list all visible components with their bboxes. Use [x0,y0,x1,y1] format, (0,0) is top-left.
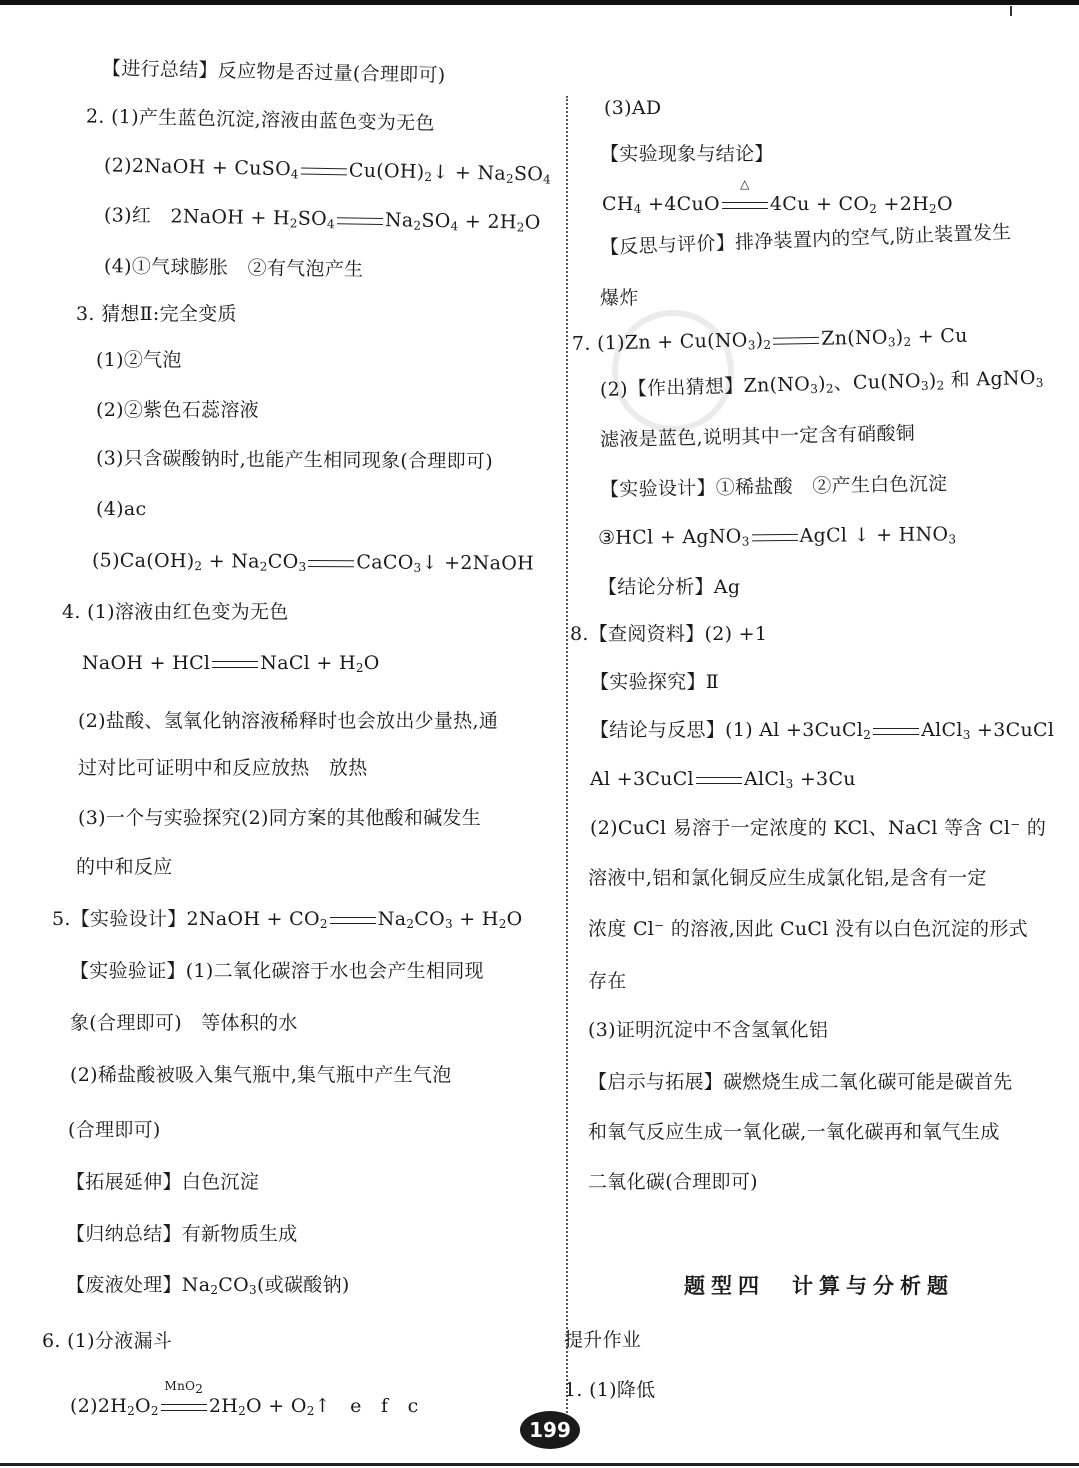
answer-line: (3)证明沉淀中不含氢氧化铝 [588,1019,829,1041]
answer-line: 的中和反应 [76,856,173,878]
answer-line: (合理即可) [68,1119,161,1141]
equation-line: $(2)2H_2O_2$ MnO$_2$ $2H_2O$ + $O_2↑$ e f c [70,1379,419,1418]
top-mark [1010,6,1012,16]
equation-line: 7. $(1)Zn + Cu(NO_3)_2$ $Zn(NO_3)_2 + Cu$ [571,324,968,355]
answer-line: 4. (1)溶液由红色变为无色 [62,601,289,623]
equation-line: ③HCl + AgNO$_3$ AgCl ↓ + $HNO_3$ [597,523,957,549]
top-rule [0,0,1079,5]
equation-line: (2)2NaOH + CuSO$_4$ $Cu(OH)_2↓ + Na_2SO_4$ [103,154,552,187]
answer-line: 过对比可证明中和反应放热 放热 [78,757,368,779]
bottom-rule [0,1463,1079,1466]
answer-line: 【结论分析】Ag [598,576,741,598]
answer-line: (2)盐酸、氢氧化钠溶液稀释时也会放出少量热,通 [78,710,499,732]
answer-line: (3)一个与实验探究(2)同方案的其他酸和碱发生 [78,807,482,829]
subsection-heading: 提升作业 [564,1329,642,1351]
answer-line: 【拓展延伸】白色沉淀 [66,1171,260,1193]
equation-line: NaOH + HCl NaCl + $H_2O$ [82,652,380,675]
answer-line: 象(合理即可) 等体积的水 [70,1012,298,1034]
answer-line: (2)②紫色石蕊溶液 [96,399,259,421]
answer-line: 滤液是蓝色,说明其中一定含有硝酸铜 [599,422,916,451]
answer-line: (3)只含碳酸钠时,也能产生相同现象(合理即可) [95,447,494,473]
answer-line: 【启示与拓展】碳燃烧生成二氧化碳可能是碳首先 [588,1071,1013,1093]
answer-line: (4)①气球膨胀 ②有气泡产生 [103,255,364,281]
section-title: 题型四 计算与分析题 [684,1273,954,1298]
answer-line: 爆炸 [600,287,639,309]
column-divider [566,96,568,1436]
answer-line: 2. (1)产生蓝色沉淀,溶液由蓝色变为无色 [85,105,435,135]
equation-line: $(5)Ca(OH)_2 + Na_2CO_3$ CaCO$_3$↓ +2NaOH [91,549,535,575]
answer-line: 【进行总结】反应物是否过量(合理即可) [101,57,446,87]
answer-line: 6. (1)分液漏斗 [42,1330,173,1352]
answer-line: 1. (1)降低 [564,1379,656,1401]
equation-line: 【废液处理】$Na_2CO_3$(或碳酸钠) [66,1274,350,1297]
equation-line: Al +3CuCl AlCl$_3$ +3Cu [590,768,856,791]
answer-line: (2)稀盐酸被吸入集气瓶中,集气瓶中产生气泡 [70,1064,452,1086]
answer-line: 浓度 Cl⁻ 的溶液,因此 CuCl 没有以白色沉淀的形式 [588,918,1028,940]
answer-line: 和氧气反应生成一氧化碳,一氧化碳再和氧气生成 [588,1121,1000,1143]
answer-line: 8.【查阅资料】(2) +1 [570,623,768,645]
answer-line: 存在 [588,970,627,992]
equation-line: 5.【实验设计】2NaOH + $CO_2$ $Na_2CO_3 + H_2O$ [52,908,523,931]
equation-line: (3)红 2NaOH + $H_2SO_4$ $Na_2SO_4 + 2H_2O$ [103,204,541,235]
answer-line: 3. 猜想Ⅱ:完全变质 [76,303,237,325]
answer-line: 溶液中,铝和氯化铜反应生成氯化铝,是含有一定 [588,867,987,889]
answer-line: 【实验设计】①稀盐酸 ②产生白色沉淀 [599,472,948,501]
answer-line: 【反思与评价】排净装置内的空气,防止装置发生 [599,221,1012,259]
answer-line: (2)CuCl 易溶于一定浓度的 KCl、NaCl 等含 Cl⁻ 的 [590,817,1047,839]
answer-line: 【实验现象与结论】 [600,143,774,165]
answer-line: 【实验验证】(1)二氧化碳溶于水也会产生相同现 [70,960,484,982]
answer-line: (1)②气泡 [96,349,182,371]
equation-line: (2)【作出猜想】$Zn(NO_3)_2$、$Cu(NO_3)_2$ 和 AgNO$_3$ [599,366,1044,401]
answer-line: 【归纳总结】有新物质生成 [66,1223,298,1245]
answer-line: (3)AD [604,97,662,119]
answer-line: 【实验探究】Ⅱ [590,671,720,693]
equation-line: $CH_4 +4CuO$ △ $4Cu + CO_2 +2H_2O$ [602,177,953,216]
page-number: 199 [520,1411,580,1449]
answer-line: 二氧化碳(合理即可) [588,1171,758,1193]
equation-line: 【结论与反思】(1) Al +3CuCl$_2$ AlCl$_3$ +3CuCl [590,719,1055,742]
answer-line: (4)ac [96,498,147,520]
